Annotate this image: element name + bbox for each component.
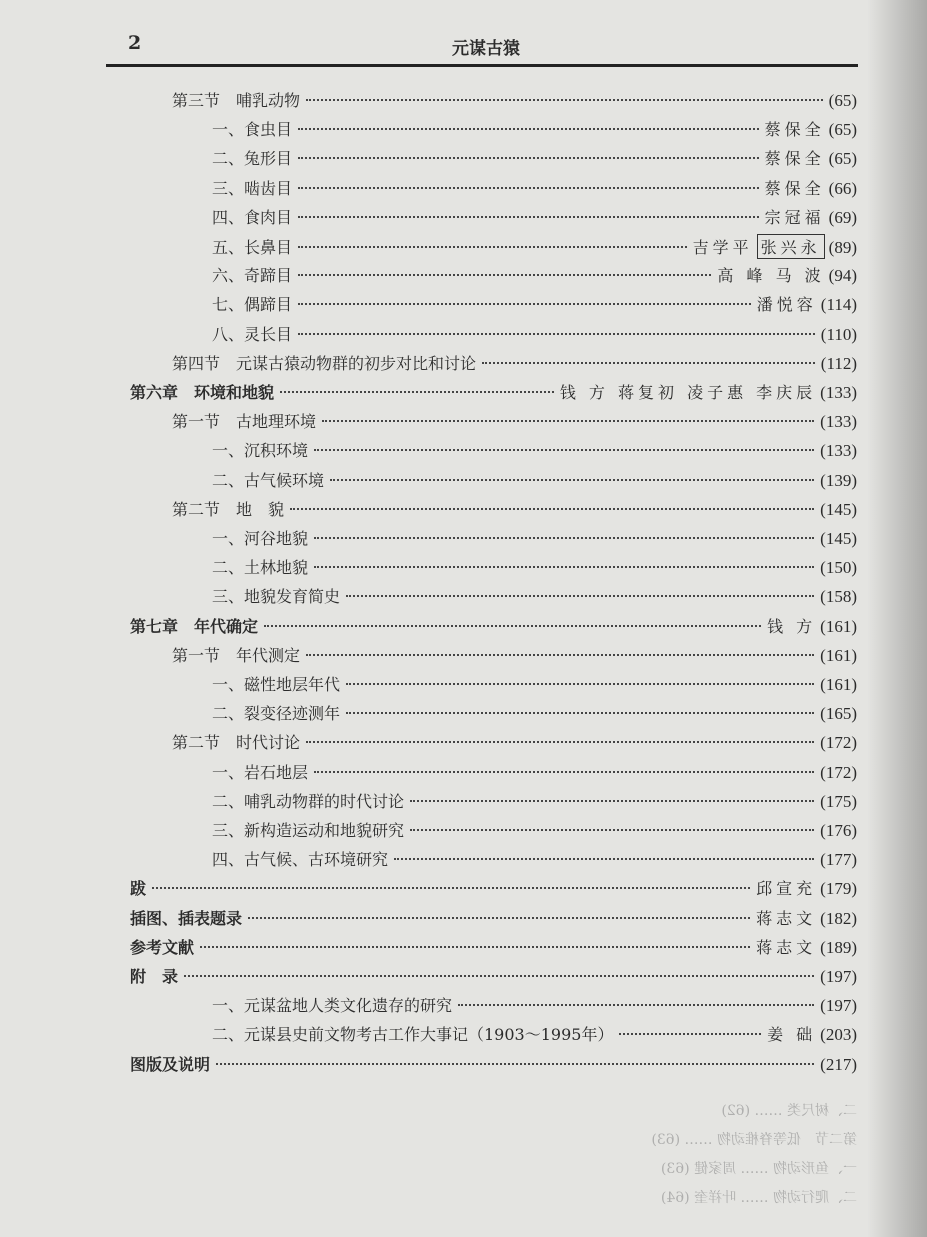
dot-leader (216, 1063, 814, 1065)
toc-entry (172, 730, 857, 758)
entry-page: (145) (820, 529, 857, 548)
entry-author: 蒋志文 (756, 937, 817, 957)
entry-author: 蔡保全 (764, 149, 825, 169)
toc-entry (212, 205, 857, 233)
toc-entry (212, 1022, 857, 1050)
toc-entry (212, 847, 857, 875)
toc-entry (212, 993, 857, 1021)
entry-page: (94) (828, 266, 857, 286)
toc-entry (212, 438, 857, 466)
dot-leader (330, 479, 814, 481)
entry-page: (65) (828, 149, 857, 169)
entry-title: 八、灵长目 (212, 324, 293, 344)
entry-title: 一、岩石地层 (212, 762, 309, 782)
toc-entry (172, 351, 857, 379)
dot-leader (298, 157, 759, 159)
toc-entry (212, 584, 857, 612)
entry-page: (145) (820, 499, 857, 519)
dot-leader (298, 216, 759, 218)
entry-title: 四、食肉目 (212, 207, 293, 227)
toc-entry (172, 643, 857, 671)
dot-leader (306, 99, 823, 101)
entry-page: (139) (820, 470, 857, 490)
entry-author: 钱 方 (767, 616, 817, 636)
entry-page: (161) (820, 645, 857, 665)
entry-title: 第二节 时代讨论 (172, 733, 301, 753)
dot-leader (410, 800, 814, 802)
toc-entry (212, 818, 857, 846)
entry-title: 第二节 地 貌 (172, 499, 285, 519)
entry-title: 二、土林地貌 (212, 558, 309, 578)
toc-entry (130, 1052, 857, 1080)
dot-leader (298, 274, 711, 276)
entry-page: (161) (820, 616, 857, 636)
dot-leader (184, 975, 814, 977)
dot-leader (322, 420, 814, 422)
toc-entry (212, 468, 857, 496)
toc-entry (212, 672, 857, 700)
toc-entry (212, 322, 857, 350)
toc-entry (212, 701, 857, 729)
dot-leader (298, 187, 759, 189)
dot-leader (314, 449, 814, 451)
entry-title: 图版及说明 (130, 1054, 211, 1074)
entry-page: (179) (820, 879, 857, 899)
toc-entry (212, 789, 857, 817)
entry-author: 潘悦容 (756, 295, 817, 315)
entry-page: (89) (828, 238, 857, 257)
entry-title: 六、奇蹄目 (212, 266, 293, 286)
entry-page: (197) (820, 996, 857, 1016)
entry-title: 七、偶蹄目 (212, 295, 293, 315)
dot-leader (458, 1004, 814, 1006)
dot-leader (280, 391, 554, 393)
entry-page: (133) (820, 383, 857, 402)
entry-page: (133) (820, 412, 857, 432)
entry-title: 一、河谷地貌 (212, 529, 309, 548)
toc-entry (172, 497, 857, 525)
entry-page: (158) (820, 587, 857, 607)
header-rule (106, 64, 858, 67)
entry-title: 第六章 环境和地貌 (130, 383, 275, 402)
entry-title: 三、啮齿目 (212, 178, 293, 198)
dot-leader (482, 362, 815, 364)
dot-leader (290, 508, 814, 510)
entry-title: 三、地貌发育简史 (212, 587, 341, 607)
entry-title: 二、兔形目 (212, 149, 293, 169)
boxed-author: 张兴永 (757, 234, 825, 259)
entry-title: 跋 (130, 879, 147, 899)
toc-entry (130, 614, 857, 642)
toc-entry (130, 935, 857, 963)
dot-leader (298, 303, 751, 305)
entry-author: 钱 方 蒋复初 凌子惠 李庆辰 (559, 383, 817, 402)
dot-leader (248, 917, 750, 919)
show-through-line: 一、鱼形动物 …… 周家健 (63) (660, 1161, 857, 1177)
running-title: 元谋古猿 (452, 39, 520, 59)
entry-page: (177) (820, 850, 857, 870)
entry-page: (217) (820, 1054, 857, 1074)
toc-entry (212, 146, 857, 174)
dot-leader (306, 741, 814, 743)
entry-page: (133) (820, 441, 857, 461)
entry-author: 邱宣充 (756, 879, 817, 899)
dot-leader (394, 858, 814, 860)
page-number: 2 (128, 32, 142, 54)
entry-title: 一、食虫目 (212, 120, 293, 140)
entry-author: 蒋志文 (756, 908, 817, 928)
entry-author: 姜 础 (767, 1025, 817, 1045)
entry-page: (110) (820, 324, 857, 344)
entry-title: 第三节 哺乳动物 (172, 91, 301, 110)
dot-leader (298, 128, 759, 130)
toc-entry (130, 876, 857, 904)
entry-title: 一、元谋盆地人类文化遗存的研究 (212, 996, 453, 1016)
dot-leader (314, 771, 814, 773)
toc-entry (212, 555, 857, 583)
entry-title: 第一节 年代测定 (172, 645, 301, 665)
entry-title: 五、长鼻目 (212, 238, 293, 257)
entry-page: (66) (828, 178, 857, 198)
toc-entry (130, 380, 857, 408)
dot-leader (200, 946, 750, 948)
dot-leader (619, 1033, 761, 1035)
dot-leader (346, 595, 814, 597)
entry-title: 二、裂变径迹测年 (212, 704, 341, 724)
entry-title: 一、磁性地层年代 (212, 675, 341, 694)
show-through-line: 二、爬行动物 …… 叶祥奎 (64) (660, 1190, 857, 1206)
entry-page: (65) (828, 91, 857, 110)
entry-page: (150) (820, 558, 857, 578)
entry-title: 二、古气候环境 (212, 470, 325, 490)
entry-page: (69) (828, 207, 857, 227)
entry-page: (65) (828, 120, 857, 140)
entry-page: (175) (820, 791, 857, 811)
entry-title: 三、新构造运动和地貌研究 (212, 821, 405, 840)
toc-entry (172, 88, 857, 116)
entry-title: 第四节 元谋古猿动物群的初步对比和讨论 (172, 353, 477, 373)
dot-leader (314, 566, 814, 568)
dot-leader (346, 712, 814, 714)
entry-title: 一、沉积环境 (212, 441, 309, 461)
entry-title: 第一节 古地理环境 (172, 412, 317, 432)
entry-page: (172) (820, 762, 857, 782)
toc-entry (212, 263, 857, 291)
entry-page: (203) (820, 1025, 857, 1045)
entry-page: (197) (820, 967, 857, 986)
toc-entry (172, 409, 857, 437)
entry-page: (189) (820, 937, 857, 957)
dot-leader (152, 887, 750, 889)
entry-title: 附 录 (130, 967, 179, 986)
toc-entry (212, 176, 857, 204)
entry-author: 蔡保全 (764, 178, 825, 198)
entry-author: 宗冠福 (764, 207, 825, 227)
entry-author: 蔡保全 (764, 120, 825, 140)
entry-title: 二、哺乳动物群的时代讨论 (212, 791, 405, 811)
entry-page: (182) (820, 908, 857, 928)
entry-author: 吉学平 (692, 238, 753, 257)
toc-entry (212, 234, 857, 262)
entry-page: (172) (820, 733, 857, 753)
show-through-line: 第二节 低等脊椎动物 …… (63) (651, 1132, 857, 1148)
toc-entry (130, 906, 857, 934)
entry-title: 参考文献 (130, 937, 195, 957)
entry-page: (112) (820, 353, 857, 373)
entry-author: 高 峰 马 波 (717, 266, 825, 286)
entry-title: 二、元谋县史前文物考古工作大事记（1903～1995年） (212, 1025, 614, 1045)
dot-leader (410, 829, 814, 831)
toc-entry (212, 117, 857, 145)
dot-leader (298, 246, 687, 248)
toc-entry (130, 964, 857, 992)
entry-page: (165) (820, 704, 857, 724)
show-through-line: 二、树尺类 …… (62) (721, 1103, 857, 1119)
entry-page: (114) (820, 295, 857, 315)
toc-entry (212, 292, 857, 320)
page-edge-shadow (867, 0, 927, 1237)
entry-page: (161) (820, 675, 857, 694)
entry-page: (176) (820, 821, 857, 840)
entry-title: 第七章 年代确定 (130, 616, 259, 636)
dot-leader (314, 537, 814, 539)
dot-leader (298, 333, 815, 335)
dot-leader (346, 683, 814, 685)
entry-title: 插图、插表题录 (130, 908, 243, 928)
dot-leader (264, 625, 761, 627)
toc-entry (212, 760, 857, 788)
toc-entry (212, 526, 857, 554)
entry-title: 四、古气候、古环境研究 (212, 850, 389, 870)
dot-leader (306, 654, 814, 656)
